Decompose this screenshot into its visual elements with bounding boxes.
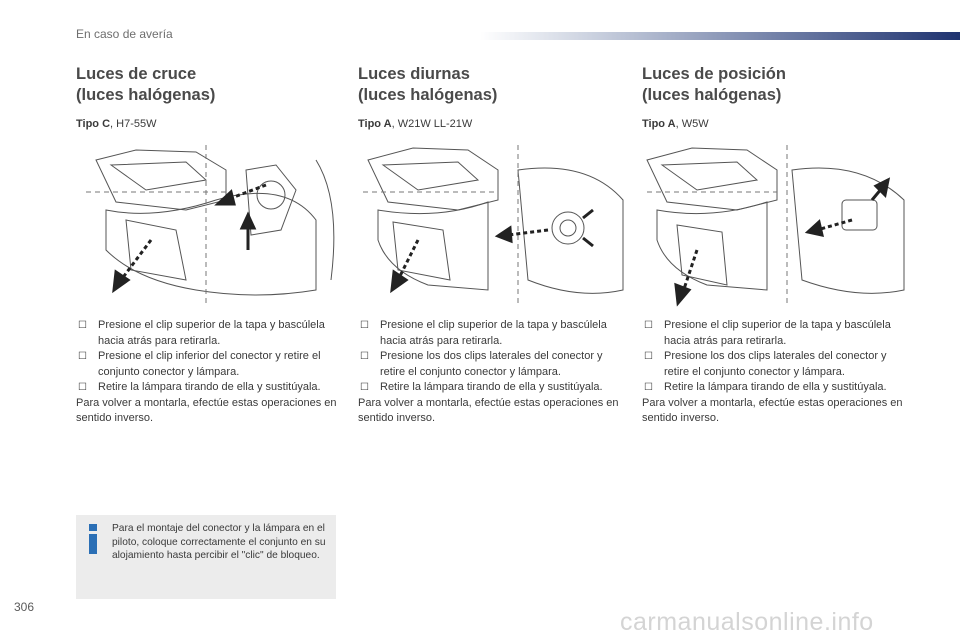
page-header-title: En caso de avería — [76, 27, 173, 41]
section-title-line-2: (luces halógenas) — [358, 86, 498, 104]
watermark: carmanualsonline.info — [620, 608, 874, 636]
list-item: ☐ Retire la lámpara tirando de ella y sustitúyala. — [76, 380, 344, 396]
section-title-line-1: Luces diurnas — [358, 65, 470, 83]
section-low-beam — [76, 64, 346, 130]
bullet-icon: ☐ — [644, 382, 653, 393]
section-position-lights — [642, 64, 912, 130]
bullet-icon: ☐ — [644, 351, 653, 362]
bulb-type-value: , W21W LL-21W — [391, 118, 473, 130]
section-title-line-2: (luces halógenas) — [76, 86, 216, 104]
bullet-icon: ☐ — [644, 320, 653, 331]
info-note — [76, 515, 336, 599]
closing-text: Para volver a montarla, efectúe estas operaciones en sentido inverso. — [76, 396, 337, 424]
header-gradient-bar — [480, 32, 960, 40]
bulb-type-label: Tipo A — [642, 118, 676, 130]
bullet-icon: ☐ — [78, 351, 87, 362]
bulb-type — [76, 118, 346, 130]
section-title-line-1: Luces de posición — [642, 65, 786, 83]
info-note-text: Para el montaje del conector y la lámpara en el piloto, coloque correctamente el conjunto en su alojamiento hasta percibir el "clic" de bloqueo. — [112, 523, 326, 562]
low-beam-illustration-svg — [76, 140, 346, 310]
section-title — [642, 64, 912, 106]
bullet-icon: ☐ — [78, 382, 87, 393]
bulb-type — [642, 118, 912, 130]
list-item: ☐ Presione el clip superior de la tapa y bascúlela hacia atrás para retirarla. — [78, 319, 325, 347]
list-item: ☐ Presione los dos clips laterales del conector y retire el conjunto conector y lámpara. — [360, 350, 603, 378]
bulb-type — [358, 118, 628, 130]
section-title-line-1: Luces de cruce — [76, 65, 197, 83]
bulb-type-label: Tipo C — [76, 118, 111, 130]
bulb-type-value: , W5W — [675, 118, 709, 130]
position-lights-illustration-svg — [642, 140, 912, 310]
page-number: 306 — [14, 600, 35, 614]
bullet-icon: ☐ — [360, 320, 369, 331]
daytime-lights-illustration-svg — [358, 140, 628, 310]
position-lights-illustration — [642, 140, 912, 310]
daytime-lights-illustration — [358, 140, 628, 310]
closing-text: Para volver a montarla, efectúe estas operaciones en sentido inverso. — [642, 396, 903, 424]
section-title — [76, 64, 346, 106]
daytime-lights-steps — [358, 318, 626, 427]
closing-text: Para volver a montarla, efectúe estas operaciones en sentido inverso. — [358, 396, 619, 424]
list-item: ☐ Retire la lámpara tirando de ella y sustitúyala. — [358, 380, 626, 396]
list-item: ☐ Presione el clip superior de la tapa y bascúlela hacia atrás para retirarla. — [644, 319, 891, 347]
list-item: ☐ Presione el clip superior de la tapa y bascúlela hacia atrás para retirarla. — [360, 319, 607, 347]
list-item: ☐ Presione el clip inferior del conector y retire el conjunto conector y lámpara. — [78, 350, 321, 378]
list-item: ☐ Presione los dos clips laterales del conector y retire el conjunto conector y lámpara. — [644, 350, 887, 378]
position-lights-steps — [642, 318, 910, 427]
section-title-line-2: (luces halógenas) — [642, 86, 782, 104]
section-daytime-lights — [358, 64, 628, 130]
bullet-icon: ☐ — [78, 320, 87, 331]
bullet-icon: ☐ — [360, 382, 369, 393]
bulb-type-value: , H7-55W — [110, 118, 157, 130]
section-title — [358, 64, 628, 106]
low-beam-illustration — [76, 140, 346, 310]
info-icon — [86, 523, 100, 555]
bullet-icon: ☐ — [360, 351, 369, 362]
low-beam-steps — [76, 318, 344, 427]
bulb-type-label: Tipo A — [358, 118, 392, 130]
list-item: ☐ Retire la lámpara tirando de ella y sustitúyala. — [642, 380, 910, 396]
